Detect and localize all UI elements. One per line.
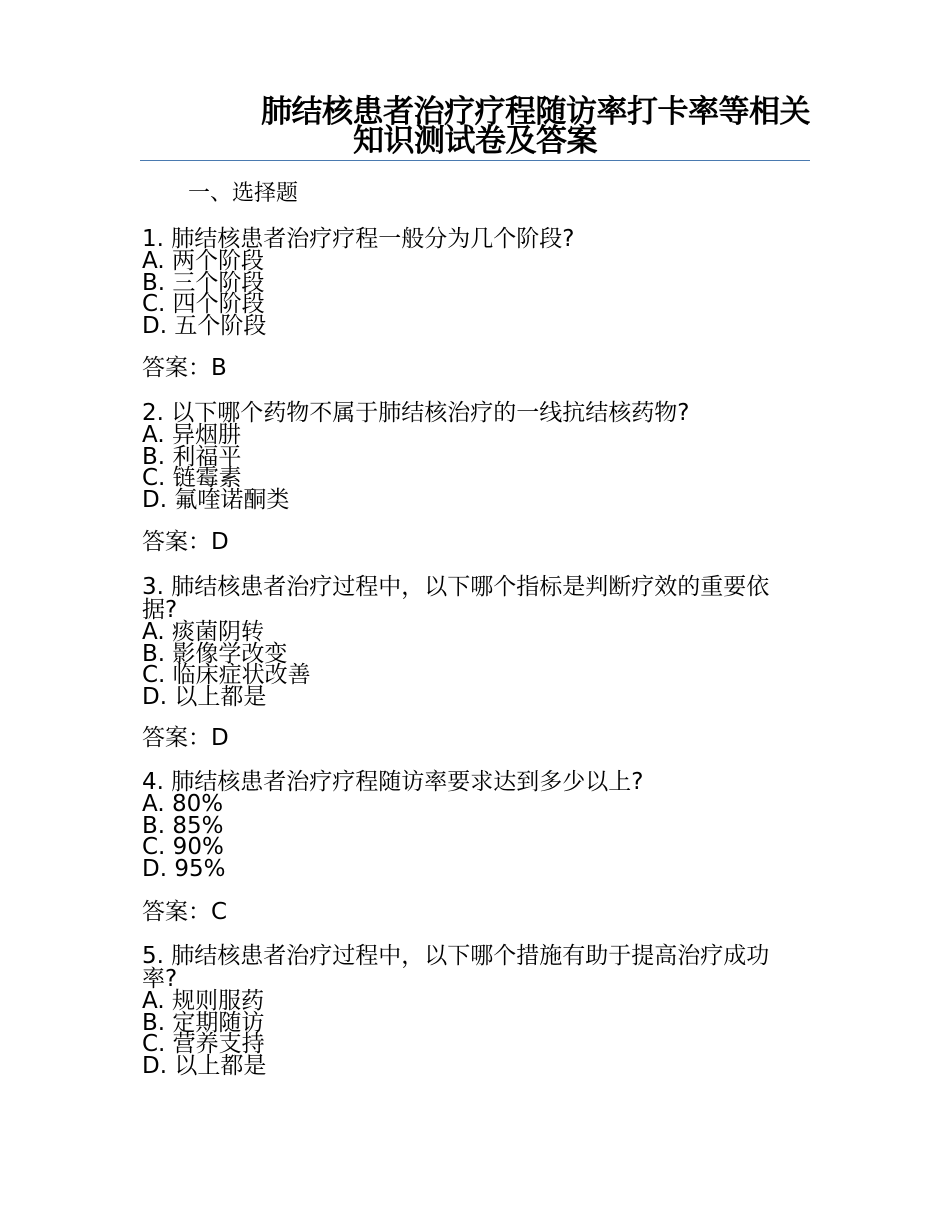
option-d: D. 以上都是 — [142, 683, 267, 710]
option-a: A. 异烟肼 — [142, 422, 241, 448]
option-c: C. 四个阶段 — [142, 291, 265, 317]
question-text: 4. 肺结核患者治疗疗程随访率要求达到多少以上? — [142, 769, 644, 795]
question-text: 5. 肺结核患者治疗过程中，以下哪个措施有助于提高治疗成功率? — [142, 943, 770, 992]
title-underline — [140, 160, 810, 161]
question-text: 1. 肺结核患者治疗疗程一般分为几个阶段? — [142, 226, 575, 252]
question-text: 2. 以下哪个药物不属于肺结核治疗的一线抗结核药物? — [142, 400, 690, 426]
section-heading: 一、选择题 — [188, 181, 299, 206]
document-title — [140, 96, 810, 158]
option-d: D. 五个阶段 — [142, 312, 267, 339]
option-b: B. 定期随访 — [142, 1009, 265, 1036]
question-text: 3. 肺结核患者治疗过程中，以下哪个指标是判断疗效的重要依据? — [142, 574, 770, 623]
option-c: C. 90% — [142, 834, 224, 860]
title-line-1: 肺结核患者治疗疗程随访率打卡率等相关 — [261, 94, 810, 130]
option-d: D. 氟喹诺酮类 — [142, 486, 290, 513]
question-4 — [142, 771, 802, 880]
answer-3: 答案：D — [142, 725, 229, 751]
option-b: B. 影像学改变 — [142, 640, 288, 667]
option-c: C. 临床症状改善 — [142, 662, 311, 688]
option-c: C. 营养支持 — [142, 1031, 265, 1057]
option-d: D. 以上都是 — [142, 1052, 267, 1079]
option-d: D. 95% — [142, 855, 226, 882]
title-line-2: 知识测试卷及答案 — [353, 123, 597, 159]
option-b: B. 利福平 — [142, 443, 242, 470]
option-b: B. 85% — [142, 812, 224, 839]
option-c: C. 链霉素 — [142, 465, 242, 491]
question-1 — [142, 228, 802, 337]
answer-1: 答案：B — [142, 355, 227, 381]
option-b: B. 三个阶段 — [142, 269, 265, 296]
option-a: A. 两个阶段 — [142, 248, 264, 274]
answer-2: 答案：D — [142, 529, 229, 555]
option-a: A. 规则服药 — [142, 988, 264, 1014]
option-a: A. 痰菌阴转 — [142, 619, 264, 645]
question-2 — [142, 402, 802, 511]
answer-4: 答案：C — [142, 899, 228, 925]
option-a: A. 80% — [142, 791, 224, 817]
question-5 — [142, 945, 802, 1077]
question-3 — [142, 576, 802, 708]
